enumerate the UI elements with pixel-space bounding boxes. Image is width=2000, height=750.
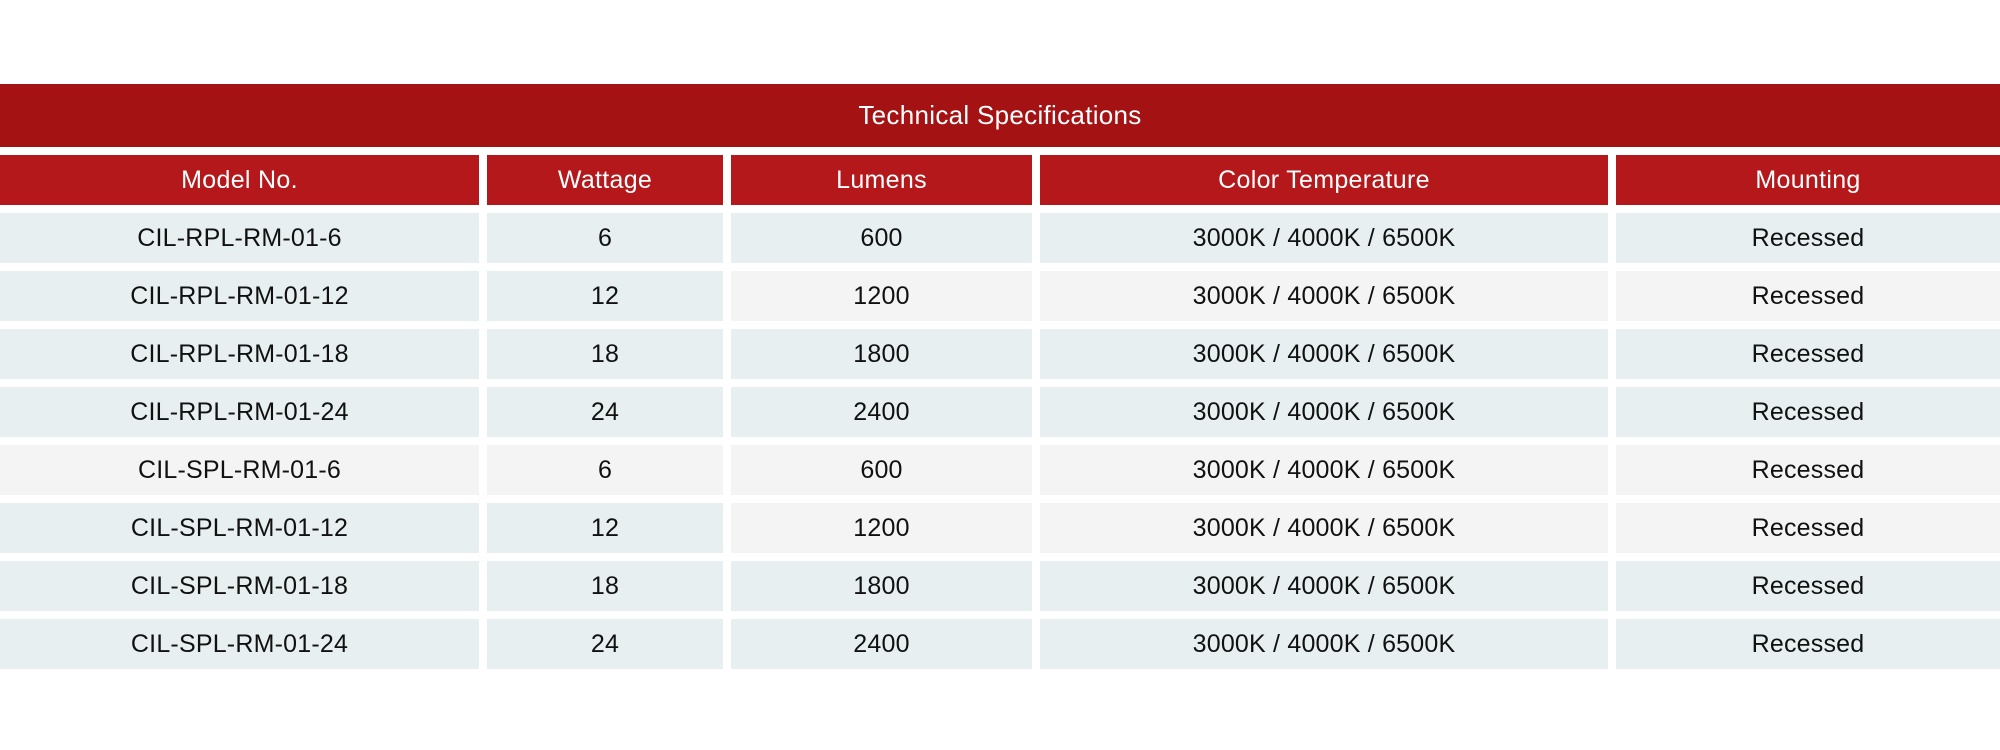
- table-title: Technical Specifications: [0, 84, 2000, 147]
- cell-wattage: 24: [487, 387, 723, 437]
- cell-mounting: Recessed: [1616, 561, 2000, 611]
- table-row: [0, 619, 2000, 669]
- table-row: [0, 271, 2000, 321]
- cell-wattage: 6: [487, 213, 723, 263]
- table-body: [0, 213, 2000, 669]
- cell-lumens: 1800: [731, 329, 1032, 379]
- table-row: [0, 387, 2000, 437]
- table-row: [0, 445, 2000, 495]
- table-row: [0, 329, 2000, 379]
- spec-table-container: [0, 84, 2000, 677]
- cell-model: CIL-SPL-RM-01-6: [0, 445, 479, 495]
- cell-lumens: 1200: [731, 503, 1032, 553]
- cell-lumens: 1800: [731, 561, 1032, 611]
- cell-color-temperature: 3000K / 4000K / 6500K: [1040, 213, 1608, 263]
- table-row: [0, 561, 2000, 611]
- cell-model: CIL-SPL-RM-01-12: [0, 503, 479, 553]
- header-mounting: Mounting: [1616, 155, 2000, 205]
- cell-color-temperature: 3000K / 4000K / 6500K: [1040, 329, 1608, 379]
- table-row: [0, 213, 2000, 263]
- cell-lumens: 1200: [731, 271, 1032, 321]
- cell-color-temperature: 3000K / 4000K / 6500K: [1040, 561, 1608, 611]
- cell-wattage: 24: [487, 619, 723, 669]
- cell-mounting: Recessed: [1616, 445, 2000, 495]
- header-lumens: Lumens: [731, 155, 1032, 205]
- cell-model: CIL-RPL-RM-01-6: [0, 213, 479, 263]
- cell-model: CIL-RPL-RM-01-24: [0, 387, 479, 437]
- table-row: [0, 503, 2000, 553]
- cell-lumens: 600: [731, 213, 1032, 263]
- cell-wattage: 6: [487, 445, 723, 495]
- cell-model: CIL-RPL-RM-01-12: [0, 271, 479, 321]
- cell-color-temperature: 3000K / 4000K / 6500K: [1040, 445, 1608, 495]
- cell-color-temperature: 3000K / 4000K / 6500K: [1040, 271, 1608, 321]
- header-row: [0, 155, 2000, 205]
- cell-mounting: Recessed: [1616, 329, 2000, 379]
- spec-table: [0, 147, 2000, 677]
- cell-lumens: 2400: [731, 387, 1032, 437]
- header-model: Model No.: [0, 155, 479, 205]
- cell-model: CIL-RPL-RM-01-18: [0, 329, 479, 379]
- cell-mounting: Recessed: [1616, 213, 2000, 263]
- header-color-temperature: Color Temperature: [1040, 155, 1608, 205]
- cell-mounting: Recessed: [1616, 387, 2000, 437]
- cell-model: CIL-SPL-RM-01-24: [0, 619, 479, 669]
- cell-wattage: 18: [487, 561, 723, 611]
- cell-wattage: 18: [487, 329, 723, 379]
- cell-wattage: 12: [487, 271, 723, 321]
- cell-lumens: 2400: [731, 619, 1032, 669]
- cell-wattage: 12: [487, 503, 723, 553]
- cell-mounting: Recessed: [1616, 619, 2000, 669]
- cell-color-temperature: 3000K / 4000K / 6500K: [1040, 619, 1608, 669]
- cell-lumens: 600: [731, 445, 1032, 495]
- cell-mounting: Recessed: [1616, 271, 2000, 321]
- cell-color-temperature: 3000K / 4000K / 6500K: [1040, 503, 1608, 553]
- cell-mounting: Recessed: [1616, 503, 2000, 553]
- cell-model: CIL-SPL-RM-01-18: [0, 561, 479, 611]
- cell-color-temperature: 3000K / 4000K / 6500K: [1040, 387, 1608, 437]
- header-wattage: Wattage: [487, 155, 723, 205]
